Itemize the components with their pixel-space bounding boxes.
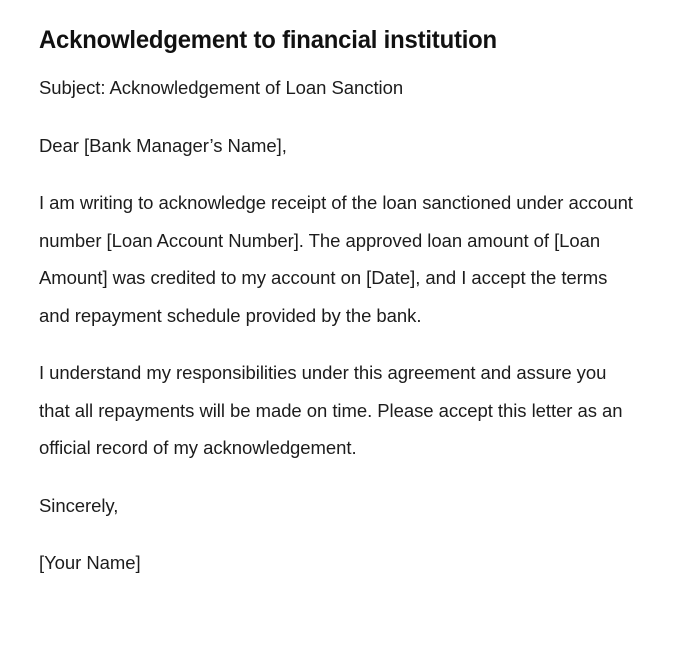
letter-signature-name: [Your Name] [39,552,141,573]
letter-closing: Sincerely, [39,494,119,516]
letter-paragraph-2: I understand my responsibilities under this agreement and assure you that all repayments will be made on time. Please accept this letter as an official record of my acknowledgement. [39,362,623,458]
letter-salutation: Dear [Bank Manager’s Name], [39,134,287,156]
letter-subject-line: Subject: Acknowledgement of Loan Sanction [39,77,404,98]
page-title: Acknowledgement to financial institution [39,26,497,54]
letter-body [39,69,660,582]
letter-paragraph-1: I am writing to acknowledge receipt of the loan sanctioned under account number [Loan Account Number]. The approved loan amount of [Loan Amount] was credited to my account on [Date], and I accept the terms and repayment schedule provided by the bank. [39,192,633,326]
